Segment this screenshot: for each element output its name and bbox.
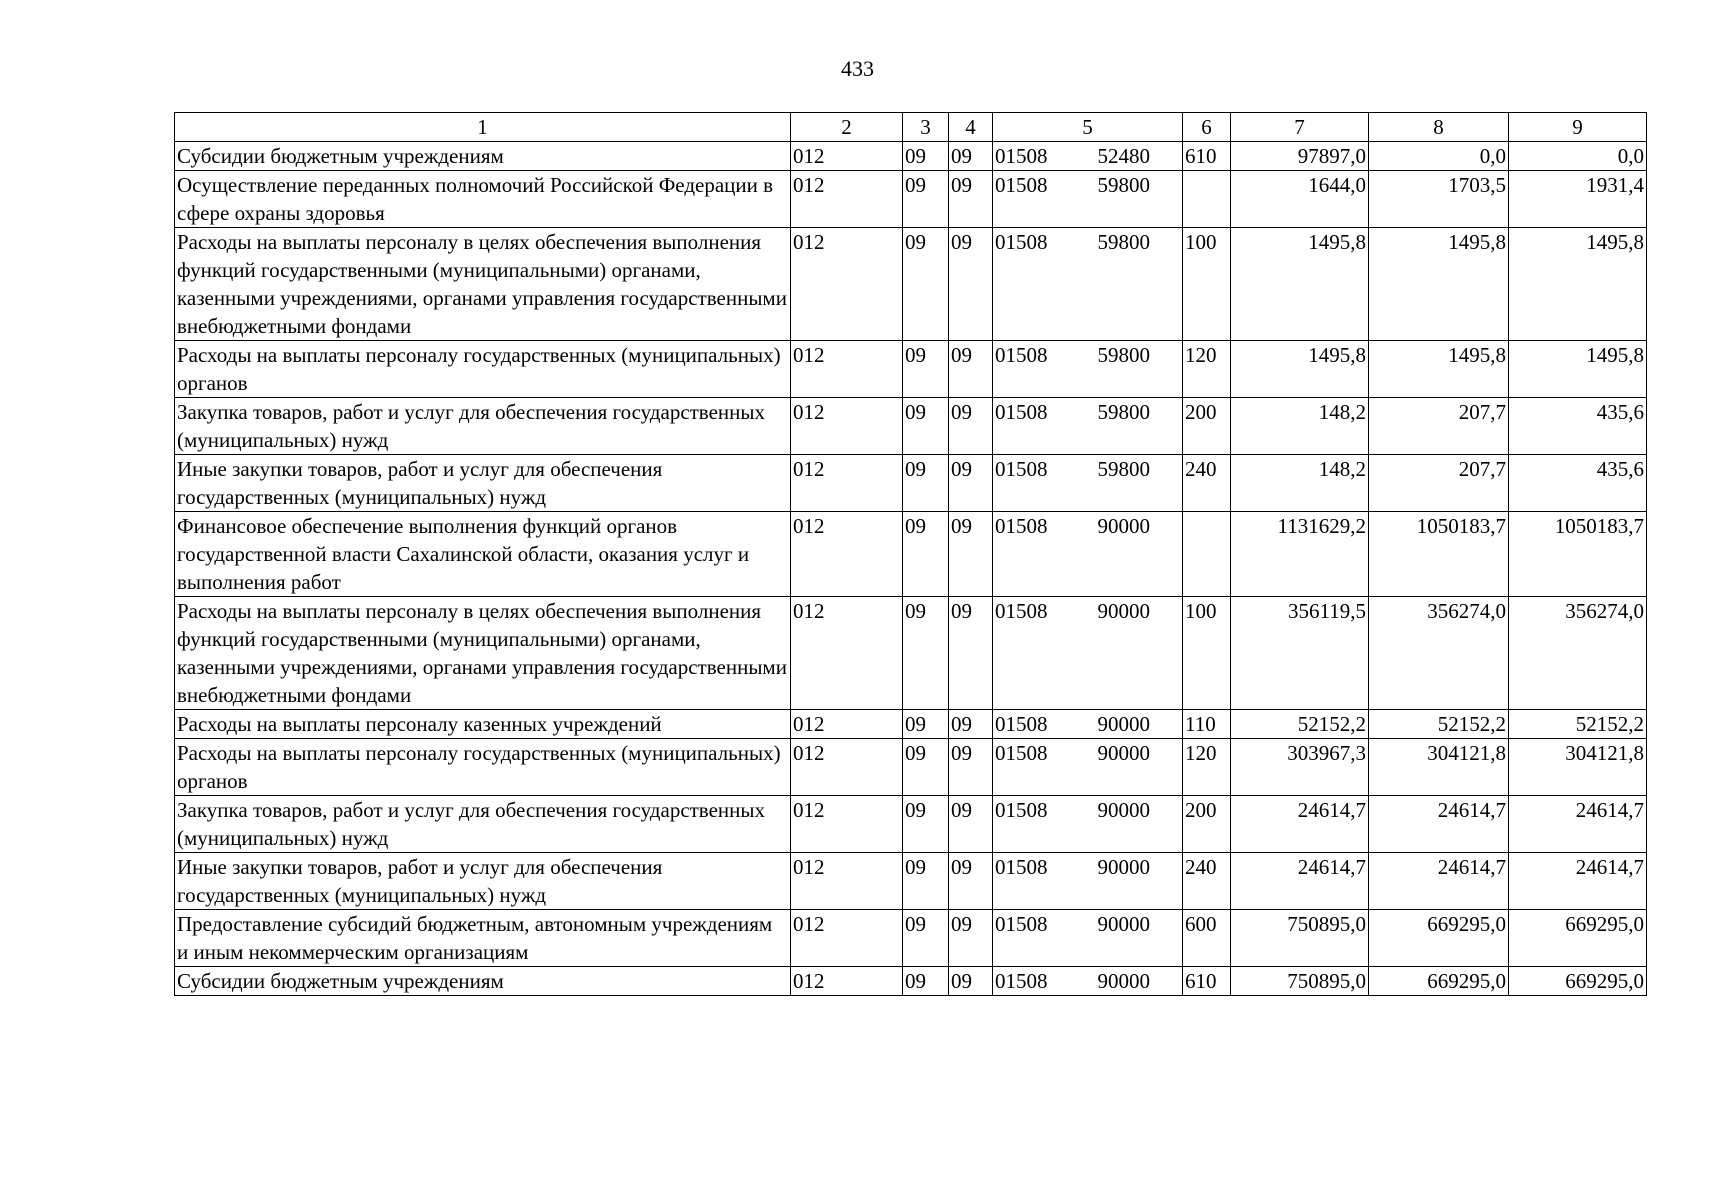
subsection-code: 09 xyxy=(949,853,993,910)
subsection-code: 09 xyxy=(949,228,993,341)
target-article-direction: 59800 xyxy=(1097,400,1150,424)
target-article-direction: 90000 xyxy=(1097,855,1150,879)
expense-type-code: 600 xyxy=(1183,910,1231,967)
ministry-code: 012 xyxy=(791,739,903,796)
amount-col8: 669295,0 xyxy=(1369,967,1509,996)
table-row xyxy=(175,597,1647,710)
target-article-direction: 90000 xyxy=(1097,514,1150,538)
subsection-code: 09 xyxy=(949,967,993,996)
expense-type-code: 120 xyxy=(1183,341,1231,398)
row-name: Субсидии бюджетным учреждениям xyxy=(175,967,791,996)
target-article-direction: 90000 xyxy=(1097,969,1150,993)
amount-col8: 1495,8 xyxy=(1369,341,1509,398)
target-article-program: 01508 xyxy=(995,230,1048,254)
amount-col9: 1931,4 xyxy=(1509,171,1647,228)
target-article-direction: 90000 xyxy=(1097,741,1150,765)
target-article-code xyxy=(993,142,1183,171)
subsection-code: 09 xyxy=(949,739,993,796)
target-article-code xyxy=(993,171,1183,228)
section-code: 09 xyxy=(903,455,949,512)
column-header: 4 xyxy=(949,113,993,142)
section-code: 09 xyxy=(903,853,949,910)
ministry-code: 012 xyxy=(791,455,903,512)
table-row xyxy=(175,853,1647,910)
table-row xyxy=(175,796,1647,853)
table-row xyxy=(175,341,1647,398)
ministry-code: 012 xyxy=(791,796,903,853)
budget-table xyxy=(174,112,1647,996)
target-article-direction: 90000 xyxy=(1097,798,1150,822)
row-name: Субсидии бюджетным учреждениям xyxy=(175,142,791,171)
section-code: 09 xyxy=(903,910,949,967)
amount-col8: 52152,2 xyxy=(1369,710,1509,739)
amount-col8: 24614,7 xyxy=(1369,796,1509,853)
expense-type-code: 200 xyxy=(1183,796,1231,853)
subsection-code: 09 xyxy=(949,341,993,398)
amount-col7: 356119,5 xyxy=(1231,597,1369,710)
target-article-program: 01508 xyxy=(995,144,1048,168)
target-article-program: 01508 xyxy=(995,343,1048,367)
amount-col9: 1495,8 xyxy=(1509,228,1647,341)
ministry-code: 012 xyxy=(791,710,903,739)
target-article-program: 01508 xyxy=(995,173,1048,197)
amount-col7: 24614,7 xyxy=(1231,853,1369,910)
target-article-direction: 90000 xyxy=(1097,712,1150,736)
table-row xyxy=(175,910,1647,967)
subsection-code: 09 xyxy=(949,142,993,171)
target-article-code xyxy=(993,710,1183,739)
column-header: 7 xyxy=(1231,113,1369,142)
column-header: 8 xyxy=(1369,113,1509,142)
section-code: 09 xyxy=(903,398,949,455)
target-article-program: 01508 xyxy=(995,599,1048,623)
amount-col7: 97897,0 xyxy=(1231,142,1369,171)
section-code: 09 xyxy=(903,341,949,398)
expense-type-code: 120 xyxy=(1183,739,1231,796)
table-row xyxy=(175,739,1647,796)
expense-type-code: 240 xyxy=(1183,853,1231,910)
ministry-code: 012 xyxy=(791,967,903,996)
section-code: 09 xyxy=(903,597,949,710)
amount-col9: 304121,8 xyxy=(1509,739,1647,796)
amount-col7: 1131629,2 xyxy=(1231,512,1369,597)
target-article-code xyxy=(993,853,1183,910)
amount-col9: 0,0 xyxy=(1509,142,1647,171)
row-name: Иные закупки товаров, работ и услуг для обеспечения государственных (муниципальных) нужд xyxy=(175,455,791,512)
target-article-program: 01508 xyxy=(995,798,1048,822)
target-article-code xyxy=(993,398,1183,455)
table-row xyxy=(175,455,1647,512)
amount-col8: 207,7 xyxy=(1369,455,1509,512)
amount-col9: 669295,0 xyxy=(1509,967,1647,996)
subsection-code: 09 xyxy=(949,171,993,228)
subsection-code: 09 xyxy=(949,796,993,853)
target-article-program: 01508 xyxy=(995,912,1048,936)
row-name: Закупка товаров, работ и услуг для обеспечения государственных (муниципальных) нужд xyxy=(175,796,791,853)
section-code: 09 xyxy=(903,796,949,853)
ministry-code: 012 xyxy=(791,853,903,910)
amount-col7: 52152,2 xyxy=(1231,710,1369,739)
subsection-code: 09 xyxy=(949,512,993,597)
page-number: 433 xyxy=(841,56,874,81)
amount-col7: 148,2 xyxy=(1231,455,1369,512)
ministry-code: 012 xyxy=(791,597,903,710)
amount-col9: 24614,7 xyxy=(1509,796,1647,853)
amount-col7: 1644,0 xyxy=(1231,171,1369,228)
target-article-program: 01508 xyxy=(995,712,1048,736)
table-row xyxy=(175,512,1647,597)
amount-col7: 1495,8 xyxy=(1231,341,1369,398)
amount-col8: 1703,5 xyxy=(1369,171,1509,228)
table-row xyxy=(175,398,1647,455)
table-row xyxy=(175,967,1647,996)
subsection-code: 09 xyxy=(949,710,993,739)
subsection-code: 09 xyxy=(949,597,993,710)
amount-col9: 356274,0 xyxy=(1509,597,1647,710)
target-article-program: 01508 xyxy=(995,457,1048,481)
target-article-direction: 59800 xyxy=(1097,230,1150,254)
section-code: 09 xyxy=(903,710,949,739)
expense-type-code: 100 xyxy=(1183,597,1231,710)
row-name: Предоставление субсидий бюджетным, автономным учреждениям и иным некоммерческим организациям xyxy=(175,910,791,967)
target-article-code xyxy=(993,228,1183,341)
header-row xyxy=(175,113,1647,142)
amount-col8: 669295,0 xyxy=(1369,910,1509,967)
amount-col7: 1495,8 xyxy=(1231,228,1369,341)
row-name: Иные закупки товаров, работ и услуг для обеспечения государственных (муниципальных) нужд xyxy=(175,853,791,910)
ministry-code: 012 xyxy=(791,398,903,455)
target-article-direction: 90000 xyxy=(1097,912,1150,936)
ministry-code: 012 xyxy=(791,228,903,341)
column-header: 5 xyxy=(993,113,1183,142)
amount-col7: 750895,0 xyxy=(1231,910,1369,967)
amount-col8: 207,7 xyxy=(1369,398,1509,455)
section-code: 09 xyxy=(903,171,949,228)
table-row xyxy=(175,171,1647,228)
amount-col8: 0,0 xyxy=(1369,142,1509,171)
target-article-code xyxy=(993,512,1183,597)
target-article-program: 01508 xyxy=(995,400,1048,424)
column-header: 6 xyxy=(1183,113,1231,142)
target-article-program: 01508 xyxy=(995,969,1048,993)
amount-col8: 1495,8 xyxy=(1369,228,1509,341)
row-name: Финансовое обеспечение выполнения функций органов государственной власти Сахалинской области, оказания услуг и выполнения работ xyxy=(175,512,791,597)
expense-type-code: 610 xyxy=(1183,142,1231,171)
column-header: 1 xyxy=(175,113,791,142)
row-name: Расходы на выплаты персоналу государственных (муниципальных) органов xyxy=(175,341,791,398)
ministry-code: 012 xyxy=(791,910,903,967)
ministry-code: 012 xyxy=(791,171,903,228)
target-article-program: 01508 xyxy=(995,741,1048,765)
section-code: 09 xyxy=(903,967,949,996)
column-header: 9 xyxy=(1509,113,1647,142)
subsection-code: 09 xyxy=(949,398,993,455)
target-article-direction: 59800 xyxy=(1097,457,1150,481)
amount-col7: 303967,3 xyxy=(1231,739,1369,796)
amount-col9: 669295,0 xyxy=(1509,910,1647,967)
table-row xyxy=(175,228,1647,341)
amount-col8: 304121,8 xyxy=(1369,739,1509,796)
amount-col9: 1495,8 xyxy=(1509,341,1647,398)
target-article-code xyxy=(993,967,1183,996)
row-name: Расходы на выплаты персоналу государственных (муниципальных) органов xyxy=(175,739,791,796)
amount-col9: 435,6 xyxy=(1509,398,1647,455)
expense-type-code: 610 xyxy=(1183,967,1231,996)
target-article-code xyxy=(993,597,1183,710)
target-article-direction: 90000 xyxy=(1097,599,1150,623)
target-article-code xyxy=(993,796,1183,853)
row-name: Осуществление переданных полномочий Российской Федерации в сфере охраны здоровья xyxy=(175,171,791,228)
amount-col8: 356274,0 xyxy=(1369,597,1509,710)
amount-col8: 1050183,7 xyxy=(1369,512,1509,597)
target-article-direction: 59800 xyxy=(1097,173,1150,197)
target-article-program: 01508 xyxy=(995,855,1048,879)
expense-type-code: 200 xyxy=(1183,398,1231,455)
amount-col7: 148,2 xyxy=(1231,398,1369,455)
subsection-code: 09 xyxy=(949,455,993,512)
expense-type-code: 110 xyxy=(1183,710,1231,739)
amount-col7: 750895,0 xyxy=(1231,967,1369,996)
column-header: 2 xyxy=(791,113,903,142)
ministry-code: 012 xyxy=(791,512,903,597)
row-name: Расходы на выплаты персоналу казенных учреждений xyxy=(175,710,791,739)
target-article-direction: 52480 xyxy=(1097,144,1150,168)
ministry-code: 012 xyxy=(791,341,903,398)
section-code: 09 xyxy=(903,142,949,171)
section-code: 09 xyxy=(903,739,949,796)
amount-col8: 24614,7 xyxy=(1369,853,1509,910)
section-code: 09 xyxy=(903,512,949,597)
table-row xyxy=(175,710,1647,739)
expense-type-code: 100 xyxy=(1183,228,1231,341)
subsection-code: 09 xyxy=(949,910,993,967)
row-name: Закупка товаров, работ и услуг для обеспечения государственных (муниципальных) нужд xyxy=(175,398,791,455)
table-row xyxy=(175,142,1647,171)
expense-type-code xyxy=(1183,171,1231,228)
target-article-code xyxy=(993,739,1183,796)
amount-col9: 1050183,7 xyxy=(1509,512,1647,597)
row-name: Расходы на выплаты персоналу в целях обеспечения выполнения функций государственными (муниципальными) органами, казенными учреждениями, органами управления государственными внебюджетными фондами xyxy=(175,597,791,710)
target-article-program: 01508 xyxy=(995,514,1048,538)
column-header: 3 xyxy=(903,113,949,142)
amount-col7: 24614,7 xyxy=(1231,796,1369,853)
amount-col9: 52152,2 xyxy=(1509,710,1647,739)
target-article-direction: 59800 xyxy=(1097,343,1150,367)
amount-col9: 435,6 xyxy=(1509,455,1647,512)
ministry-code: 012 xyxy=(791,142,903,171)
section-code: 09 xyxy=(903,228,949,341)
expense-type-code: 240 xyxy=(1183,455,1231,512)
target-article-code xyxy=(993,910,1183,967)
expense-type-code xyxy=(1183,512,1231,597)
amount-col9: 24614,7 xyxy=(1509,853,1647,910)
target-article-code xyxy=(993,341,1183,398)
target-article-code xyxy=(993,455,1183,512)
row-name: Расходы на выплаты персоналу в целях обеспечения выполнения функций государственными (муниципальными) органами, казенными учреждениями, органами управления государственными внебюджетными фондами xyxy=(175,228,791,341)
